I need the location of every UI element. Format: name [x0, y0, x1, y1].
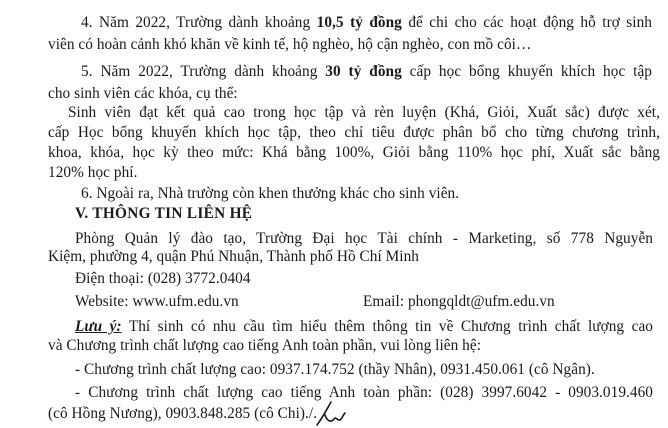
- signature-icon: [313, 399, 347, 427]
- note-clc-en-line-2: (cô Hồng Nương), 0903.848.285 (cô Chi)./.: [48, 405, 318, 422]
- contact-website: Website: www.ufm.edu.vn: [75, 293, 239, 310]
- scholarship-line-2: cấp Học bổng khuyến khích học tập, theo chỉ tiêu được phân bổ cho từng chương trình,: [48, 124, 660, 141]
- contact-phone: Điện thoại: (028) 3772.0404: [75, 270, 251, 287]
- note-clc-contact: - Chương trình chất lượng cao: 0937.174.752 (thầy Nhân), 0931.450.061 (cô Ngân).: [75, 361, 595, 378]
- item-5-amount: 30 tỷ đồng: [325, 63, 402, 80]
- item-5-line-2: cho sinh viên các khóa, cụ thể:: [48, 85, 238, 102]
- scholarship-line-3: khoa, khóa, học kỳ theo mức: Khá bằng 100%, Giỏi bằng 110% học phí, Xuất sắc bằng: [48, 144, 660, 161]
- scholarship-line-4: 120% học phí.: [48, 164, 138, 181]
- note-line-2: và Chương trình chất lượng cao tiếng Anh toàn phần, vui lòng liên hệ:: [48, 337, 482, 354]
- item-4-amount: 10,5 tỷ đồng: [316, 14, 402, 31]
- contact-office-line-1: Phòng Quản lý đào tạo, Trường Đại học Tài chính - Marketing, số 778 Nguyễn: [75, 230, 653, 247]
- contact-office-line-2: Kiệm, phường 4, quận Phú Nhuận, Thành phố Hồ Chí Minh: [48, 248, 419, 265]
- note-line-1: Lưu ý: Thí sinh có nhu cầu tìm hiểu thêm thông tin về Chương trình chất lượng cao: [75, 318, 653, 335]
- contact-email: Email: phongqldt@ufm.edu.vn: [363, 293, 555, 310]
- item-4-line-1: 4. Năm 2022, Trường dành khoảng 10,5 tỷ đồng để chi cho các hoạt động hỗ trợ sinh: [81, 14, 652, 31]
- note-clc-en-line-1: - Chương trình chất lượng cao tiếng Anh toàn phần: (028) 3997.6042 - 0903.019.460: [75, 384, 653, 401]
- scholarship-line-1: Sinh viên đạt kết quả cao trong học tập và rèn luyện (Khá, Giỏi, Xuất sắc) được xét,: [68, 104, 660, 121]
- item-5-line-1: 5. Năm 2022, Trường dành khoảng 30 tỷ đồng cấp học bổng khuyến khích học tập: [81, 63, 653, 80]
- section-5-heading: V. THÔNG TIN LIÊN HỆ: [75, 205, 253, 222]
- item-6: 6. Ngoài ra, Nhà trường còn khen thưởng khác cho sinh viên.: [81, 185, 460, 202]
- note-label: Lưu ý:: [75, 318, 122, 335]
- item-4-line-2: viên có hoàn cảnh khó khăn về kinh tế, hộ nghèo, hộ cận nghèo, con mồ côi…: [48, 36, 532, 53]
